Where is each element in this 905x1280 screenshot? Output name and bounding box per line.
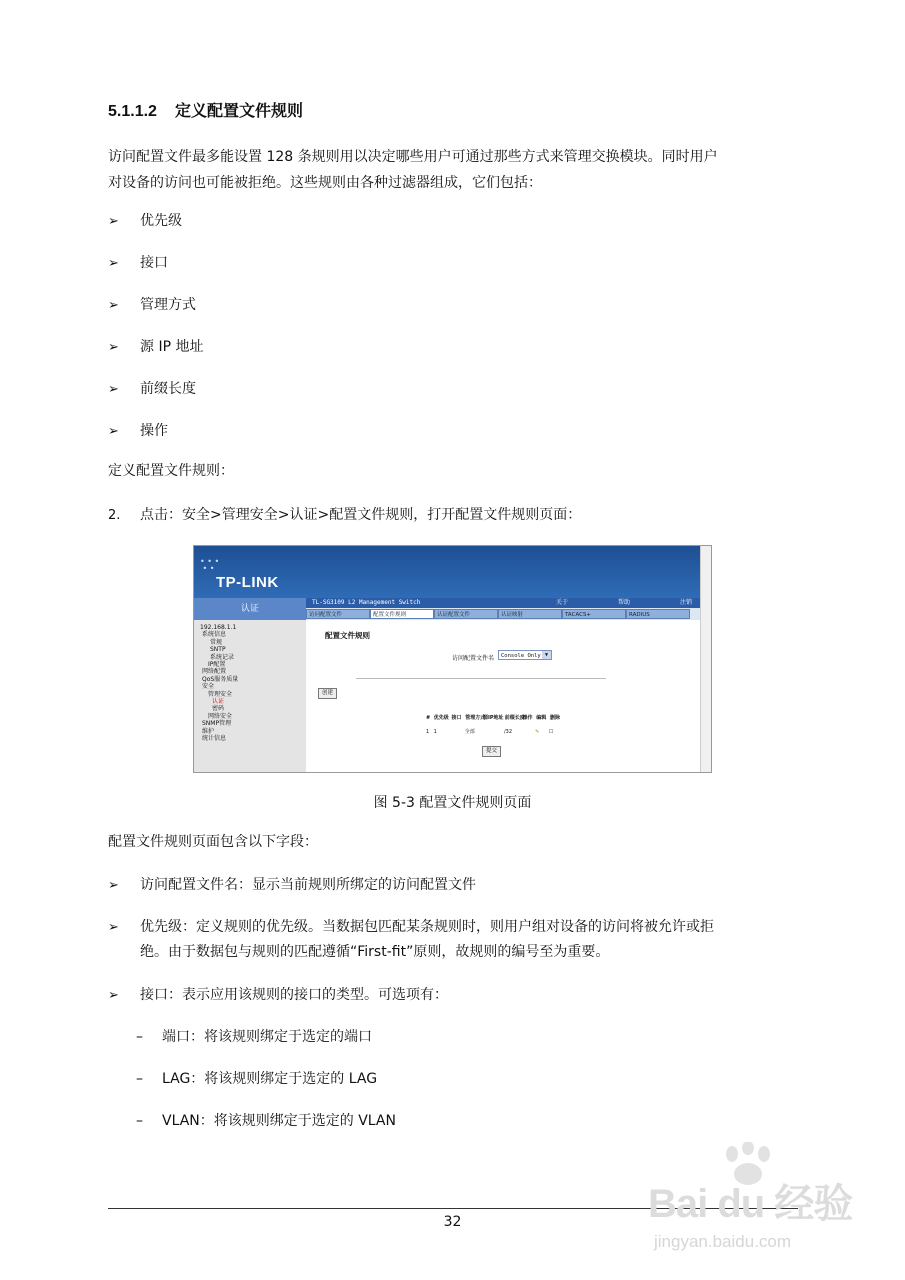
intro-paragraph	[108, 144, 798, 196]
tree-item-syslog[interactable]: 系统记录	[210, 653, 235, 661]
tree-item-ip[interactable]: 192.168.1.1	[200, 624, 237, 631]
filter-label: 管理方式	[140, 297, 196, 313]
bullet-marker: ➢	[108, 256, 119, 271]
filter-item	[108, 293, 196, 318]
tree-item-sntp[interactable]: SNTP	[210, 646, 226, 654]
create-button[interactable]: 创建	[318, 688, 337, 699]
tree-item-snmp[interactable]: SNMP管理	[202, 720, 232, 728]
intro-line-2: 对设备的访问也可能被拒绝。这些规则由各种过滤器组成，它们包括：	[108, 175, 542, 191]
rules-table-header	[426, 714, 562, 721]
figure-caption: 图 5-3 配置文件规则页面	[373, 795, 532, 811]
filter-label: 操作	[140, 423, 168, 439]
tree-item-ip-config[interactable]: IP配置	[208, 661, 226, 669]
field-item	[108, 873, 476, 898]
field-text: 接口：表示应用该规则的接口的类型。可选项有：	[140, 987, 448, 1003]
option-item	[136, 1025, 372, 1049]
step-text: 点击：安全>管理安全>认证>配置文件规则，打开配置文件规则页面：	[140, 507, 582, 523]
tp-link-logo: TP-LINK	[216, 574, 279, 591]
chevron-down-icon: ▼	[542, 651, 551, 659]
watermark-url: jingyan.baidu.com	[654, 1232, 792, 1251]
tree-item-mgmt-security[interactable]: 管理安全	[208, 690, 233, 698]
filter-label: 优先级	[140, 213, 182, 229]
field-item	[108, 983, 448, 1008]
bullet-marker: ➢	[108, 920, 119, 935]
content-pane	[306, 620, 700, 772]
dash-marker: –	[136, 1113, 143, 1129]
tree-item-network-config[interactable]: 网络配置	[202, 668, 227, 676]
section-heading	[108, 98, 303, 121]
scrollbar[interactable]	[700, 546, 711, 772]
option-item	[136, 1109, 396, 1133]
profile-name-label: 访问配置文件名	[452, 655, 495, 662]
field-text: 访问配置文件名：显示当前规则所绑定的访问配置文件	[140, 877, 476, 893]
device-title: TL-SG3109 L2 Management Switch	[312, 599, 421, 606]
tree-item-network-security[interactable]: 网络安全	[208, 712, 233, 720]
nav-tree	[194, 620, 306, 772]
bullet-marker: ➢	[108, 878, 119, 893]
tree-item-system-info[interactable]: 系统信息	[202, 631, 227, 639]
col-index: #	[426, 715, 431, 721]
filter-label: 前缀长度	[140, 381, 196, 397]
tab-access-profile[interactable]: 访问配置文件	[306, 609, 370, 619]
filter-label: 接口	[140, 255, 168, 271]
page-number: 32	[443, 1214, 462, 1230]
profile-name-select[interactable]	[498, 650, 552, 660]
filter-item	[108, 251, 168, 276]
tree-item-maintenance[interactable]: 维护	[202, 727, 215, 735]
fields-intro: 配置文件规则页面包含以下字段：	[108, 834, 318, 850]
col-edit: 编辑	[536, 715, 547, 721]
tab-radius[interactable]: RADIUS	[626, 609, 690, 619]
profile-name-value: Console Only	[501, 653, 541, 659]
edit-icon[interactable]: ✎	[535, 729, 540, 735]
bullet-marker: ➢	[108, 298, 119, 313]
bullet-marker: ➢	[108, 340, 119, 355]
col-priority: 优先级	[433, 715, 449, 721]
divider	[356, 678, 606, 679]
logout-link[interactable]: 注销	[680, 599, 693, 606]
section-number: 5.1.1.2	[108, 103, 157, 120]
bullet-marker: ➢	[108, 214, 119, 229]
tree-item-security[interactable]: 安全	[202, 683, 215, 691]
delete-checkbox[interactable]: ☐	[548, 729, 554, 735]
logo-dots: • • • • •	[200, 557, 220, 573]
about-link[interactable]: 关于	[556, 599, 569, 606]
cell-index: 1	[426, 729, 430, 735]
help-link[interactable]: 帮助	[618, 599, 631, 606]
col-delete: 删除	[550, 715, 561, 721]
tab-bar	[306, 608, 700, 620]
define-label: 定义配置文件规则：	[108, 463, 234, 479]
option-text: VLAN：将该规则绑定于选定的 VLAN	[162, 1113, 396, 1129]
col-prefix-length: 前缀长度	[504, 715, 525, 721]
field-item	[108, 915, 714, 964]
tree-item-password[interactable]: 密码	[212, 705, 225, 713]
tree-item-qos[interactable]: QoS服务质量	[202, 675, 239, 683]
tab-profile-rules[interactable]: 配置文件规则	[370, 609, 434, 619]
bullet-marker: ➢	[108, 988, 119, 1003]
tab-auth-profile[interactable]: 认证配置文件	[434, 609, 498, 619]
submit-button[interactable]: 提交	[482, 746, 501, 757]
filter-label: 源 IP 地址	[140, 339, 204, 355]
tree-item-statistics[interactable]: 统计信息	[202, 735, 227, 743]
filter-item	[108, 335, 203, 360]
screenshot-figure	[193, 545, 712, 773]
watermark-text: Bai du 经验	[648, 1182, 853, 1226]
cell-mgmt-method: 全部	[464, 729, 475, 735]
tab-auth-mapping[interactable]: 认证映射	[498, 609, 562, 619]
step-number: 2.	[108, 508, 121, 523]
page-title: 配置文件规则	[325, 631, 370, 640]
col-source-ip: 源IP地址	[483, 715, 504, 721]
filter-item	[108, 209, 182, 234]
device-bar	[306, 598, 700, 608]
field-text: 优先级：定义规则的优先级。当数据包匹配某条规则时，则用户组对设备的访问将被允许或拒	[140, 919, 714, 935]
section-title: 定义配置文件规则	[174, 101, 303, 120]
baidu-watermark	[648, 1142, 858, 1262]
filter-item	[108, 377, 196, 402]
intro-line-1: 访问配置文件最多能设置 128 条规则用以决定哪些用户可通过那些方式来管理交换模块。同时用户	[108, 149, 718, 165]
col-mgmt-method: 管理方式	[465, 715, 486, 721]
dash-marker: –	[136, 1029, 143, 1045]
filter-item	[108, 419, 168, 444]
bullet-marker: ➢	[108, 382, 119, 397]
option-item	[136, 1067, 377, 1091]
dash-marker: –	[136, 1071, 143, 1087]
brand-banner	[194, 546, 700, 598]
table-row	[426, 728, 561, 735]
bullet-marker: ➢	[108, 424, 119, 439]
sidebar-header: 认证	[194, 598, 306, 620]
tree-item-general[interactable]: 常规	[210, 638, 223, 646]
cell-priority: 1	[433, 729, 437, 735]
col-action: 操作	[522, 715, 533, 721]
tree-item-auth[interactable]: 认证	[212, 698, 225, 706]
step-line	[108, 503, 581, 528]
tab-tacacs[interactable]: TACACS+	[562, 609, 626, 619]
option-text: 端口：将该规则绑定于选定的端口	[162, 1029, 372, 1045]
field-text-continued: 绝。由于数据包与规则的匹配遵循“First-fit”原则，故规则的编号至为重要。	[140, 944, 610, 960]
option-text: LAG：将该规则绑定于选定的 LAG	[162, 1071, 378, 1087]
cell-prefix-length: /32	[503, 729, 513, 735]
col-interface: 接口	[451, 715, 462, 721]
